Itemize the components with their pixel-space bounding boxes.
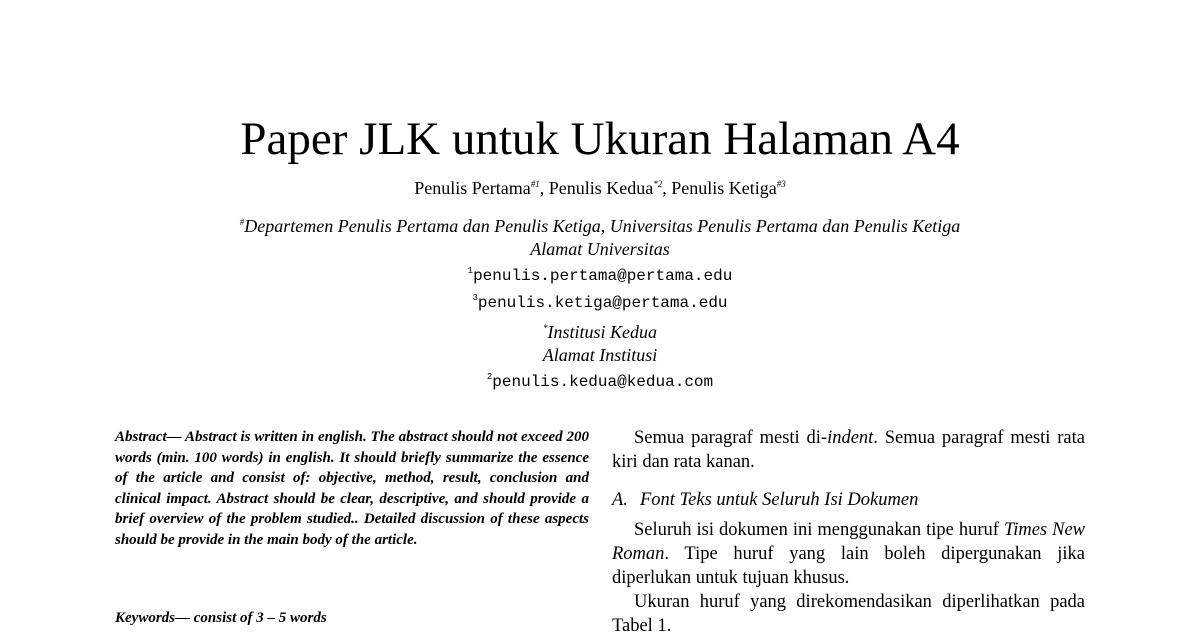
subheading-text: Font Teks untuk Seluruh Isi Dokumen: [640, 490, 919, 510]
affiliation-1-address: Alamat Universitas: [530, 239, 670, 259]
author-list: [0, 176, 1200, 200]
keywords-label: Keywords: [115, 610, 175, 626]
body-paragraph: Ukuran huruf yang direkomendasikan diperlihatkan pada Tabel 1.: [612, 592, 1085, 636]
subheading-letter: A.: [612, 490, 628, 510]
affiliation-2-line-1: [0, 321, 1200, 343]
email-1-line: [0, 265, 1200, 287]
email-2-mark: 2: [486, 372, 493, 382]
body-paragraph: [612, 426, 1085, 474]
paragraph-text: . Semua paragraf mesti rata kiri dan rata kanan.: [612, 428, 1085, 472]
affiliation-2-mark: *: [542, 323, 548, 333]
affiliation-1-line-1: [0, 215, 1200, 237]
email-3-line: [0, 292, 1200, 314]
email-3-mark: 3: [472, 293, 478, 303]
email-2-line: [0, 371, 1200, 393]
author-separator: ,: [662, 178, 672, 198]
section-subheading: [612, 488, 1085, 512]
paragraph-emphasis: Times New Roman: [612, 520, 1085, 564]
affiliation-1-name: Departemen Penulis Pertama dan Penulis Ketiga, Universitas Penulis Pertama dan Penulis Ketiga: [244, 216, 961, 236]
keywords-line: [115, 607, 327, 629]
author-1-mark: #1: [530, 179, 540, 189]
affiliation-2-address: Alamat Institusi: [542, 345, 658, 365]
author-1: Penulis Pertama: [414, 178, 531, 198]
affiliation-2-name: Institusi Kedua: [547, 322, 657, 342]
body-column-right: [612, 426, 1085, 638]
body-paragraph: [612, 518, 1085, 590]
paragraph-text: . Tipe huruf yang lain boleh dipergunakan jika diperlukan untuk tujuan khusus.: [612, 544, 1085, 588]
abstract-text: Abstract is written in english. The abstract should not exceed 200 words (min. 100 words) in english. It should briefly summarize the essence of the article and consist of: objective, method, result, conclusion and clinical impact. Abstract should be clear, descriptive, and should provide a brief overview of the problem studied.. Detailed discussion of these aspects should be provide in the main body of the article.: [115, 429, 589, 548]
abstract-block: [115, 427, 589, 550]
paper-title: Paper JLK untuk Ukuran Halaman A4: [240, 113, 960, 165]
email-3: penulis.ketiga@pertama.edu: [477, 294, 728, 312]
author-2: Penulis Kedua: [548, 178, 654, 198]
abstract-paragraph: [115, 427, 589, 550]
author-3-mark: #3: [776, 179, 786, 189]
keywords-text: consist of 3 – 5 words: [190, 610, 327, 626]
paragraph-text: Semua paragraf mesti di-: [634, 428, 828, 448]
email-2: penulis.kedua@kedua.com: [492, 373, 714, 391]
author-separator: ,: [539, 178, 549, 198]
affiliation-1-mark: #: [239, 217, 245, 227]
author-3: Penulis Ketiga: [671, 178, 777, 198]
email-1: penulis.pertama@pertama.edu: [473, 267, 733, 285]
paragraph-emphasis: indent: [827, 428, 874, 448]
paragraph-text: Seluruh isi dokumen ini menggunakan tipe huruf: [634, 520, 1004, 540]
email-1-mark: 1: [467, 266, 474, 276]
author-2-mark: *2: [653, 179, 663, 189]
abstract-label: Abstract—: [115, 429, 182, 445]
keywords-dash: —: [175, 610, 190, 626]
